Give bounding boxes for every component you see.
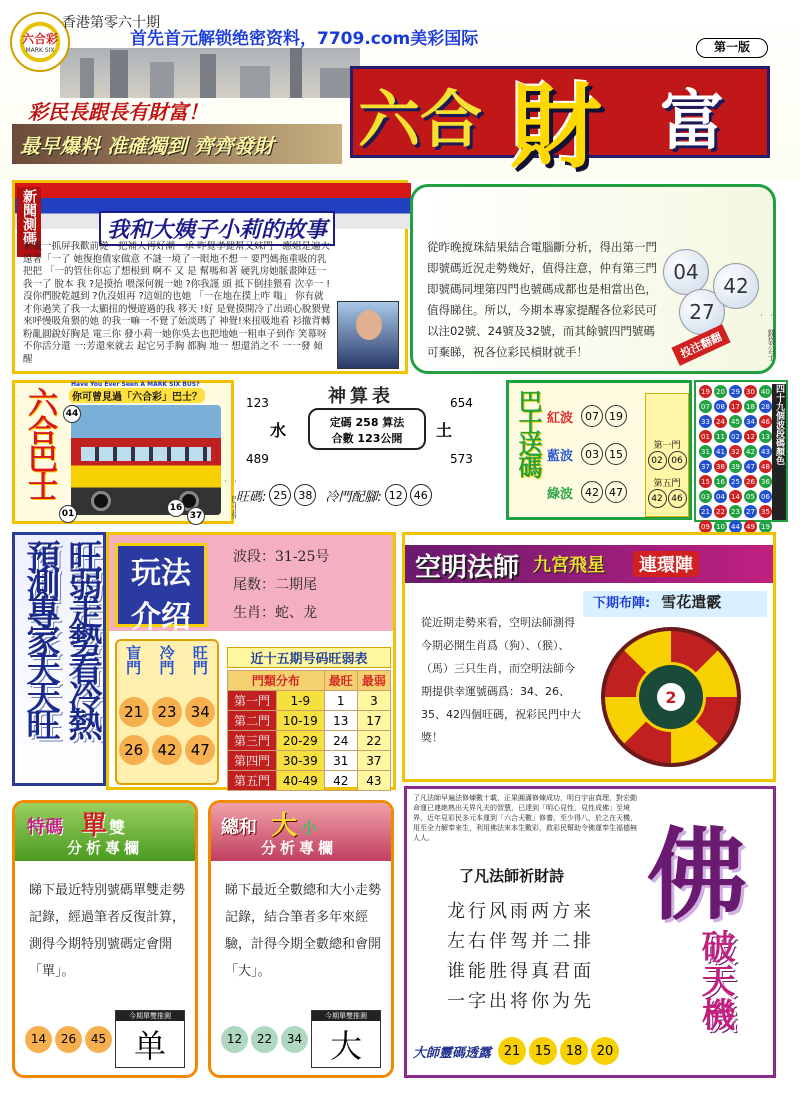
- grid-ball: 02: [729, 430, 742, 443]
- ball-42: 42: [713, 263, 759, 309]
- wang-ball-2: 38: [294, 484, 316, 506]
- table-cell: 10-19: [277, 711, 325, 731]
- analysis-stamp: 投注翻翻: [671, 324, 730, 366]
- grid-ball: 23: [729, 505, 742, 518]
- gate5-ball-2: 46: [668, 489, 687, 508]
- poem-line-2: 左右伴驾并二排: [447, 931, 594, 952]
- divine-title: 神算表: [328, 386, 394, 407]
- master-banner: [405, 545, 773, 583]
- door-header-2: 冷門: [157, 645, 176, 675]
- grid-ball: 22: [714, 505, 727, 518]
- grid-row: [698, 444, 774, 459]
- grid-ball: 19: [699, 385, 712, 398]
- table-cell: 第四門: [228, 751, 277, 771]
- single-text: 睇下最近特別號碼單雙走勢記錄，經過筆者反復計算，測得今期特別號碼定會開「單」。: [29, 883, 186, 979]
- grid-ball: 47: [744, 460, 757, 473]
- bus-badge-16: 16: [167, 499, 185, 517]
- single-result-box: [115, 1010, 185, 1068]
- logo: [10, 12, 70, 72]
- ad-banner[interactable]: 首先首元解锁绝密资料，7709.com美彩国际: [130, 29, 479, 49]
- gate5-ball-1: 42: [648, 489, 667, 508]
- grid-row: [698, 489, 774, 504]
- grid-ball: 19: [759, 520, 772, 533]
- door-ball-4: 26: [119, 735, 149, 765]
- door-ball-1: 21: [119, 697, 149, 727]
- analysis-signature: · 錢袋公子 ·: [757, 311, 776, 361]
- divine-water: 水: [270, 421, 287, 440]
- color-grid-panel: [694, 380, 788, 531]
- slogan-sub: [12, 124, 342, 164]
- sum-result-box: [311, 1010, 381, 1068]
- grid-ball: 42: [744, 445, 757, 458]
- table-cell: 第二門: [228, 711, 277, 731]
- poem-footer: [413, 1037, 643, 1065]
- poem-line-4: 一字出将你为先: [447, 991, 594, 1012]
- grid-ball: 41: [714, 445, 727, 458]
- table-row: [228, 711, 391, 731]
- gate1-ball-2: 06: [668, 451, 687, 470]
- grid-ball: 48: [759, 460, 772, 473]
- table-cell: 30-39: [277, 751, 325, 771]
- analysis-panel: [410, 184, 776, 374]
- door-ball-3: 34: [185, 697, 215, 727]
- sum-sub: 分析專欄: [261, 839, 338, 857]
- sum-ball-2: 22: [251, 1026, 278, 1053]
- divine-panel: [236, 380, 500, 524]
- poem-panel: [404, 786, 776, 1078]
- grid-ball: 24: [714, 415, 727, 428]
- gate1-ball-1: 02: [648, 451, 667, 470]
- play-band: 波段：31-25号: [233, 549, 330, 565]
- poem-ball-2: 15: [529, 1037, 557, 1065]
- master-sub-title: 雪花遣霰: [661, 593, 722, 611]
- poem-ball-4: 20: [591, 1037, 619, 1065]
- grid-row: [698, 429, 774, 444]
- single-header: [15, 803, 195, 861]
- single-ball-2: 26: [55, 1026, 82, 1053]
- single-sub: 分析專欄: [67, 839, 144, 857]
- slogan-main: 彩民長跟長有財富！: [28, 100, 208, 124]
- wave-label-red: 紅波: [547, 410, 574, 426]
- table-cell: 37: [357, 751, 390, 771]
- sum-ball-3: 34: [281, 1026, 308, 1053]
- cold-ball-2: 46: [410, 484, 432, 506]
- master-text: 從近期走勢來看，空明法師測得今期必開生肖爲（狗）、（猴）、（馬）三只生肖，而空明法師今期提供幸運號碼爲：34、26、35、42四個旺碼，祝彩民門中大獎！: [421, 616, 581, 744]
- poem-intro: 了凡法師早遍法修煉數十載，正果圓滿修煉成功，明白宇宙真理，對宏動命運已連絶熟出天界凡夫的智慧，已達到「明心見性，見性成佛」至境界，近年見彩民多元本運到「六合天數」修養，至少得八，於之在天機，用至全力解奉來生，利用佛法來本生數彩，救彩民幫助令佛運奉生福德無人人。: [413, 794, 637, 842]
- table-cell: 1-9: [277, 691, 325, 711]
- grid-ball: 49: [744, 520, 757, 533]
- ball-04: 04: [663, 249, 709, 295]
- door-ball-5: 42: [152, 735, 182, 765]
- grid-ball: 14: [729, 490, 742, 503]
- table-cell: 43: [357, 771, 390, 791]
- bus-badge-44: 44: [63, 405, 81, 423]
- grid-ball: 29: [729, 385, 742, 398]
- play-title-1: 玩法: [131, 556, 191, 591]
- sum-tag: 今期單雙推測: [312, 1011, 380, 1021]
- grid-row: [698, 414, 774, 429]
- grid-row: [698, 459, 774, 474]
- wave-blue-ball-1: 03: [581, 443, 603, 465]
- sum-result: 大: [329, 1027, 362, 1065]
- single-result-row: [25, 1009, 187, 1069]
- play-tail: 尾数：二期尾: [233, 577, 317, 593]
- grid-ball: 01: [699, 430, 712, 443]
- edition-badge: 第一版: [696, 38, 768, 58]
- cold-label: 冷門配腳:: [325, 489, 382, 505]
- th-category: 門類分布: [228, 671, 325, 691]
- door-ball-6: 47: [185, 735, 215, 765]
- bus-panel: [12, 380, 234, 524]
- waves-panel: [506, 380, 692, 520]
- masthead-title-2: 財: [510, 73, 603, 181]
- bus-signature: ·: [221, 477, 230, 486]
- grid-ball: 45: [729, 415, 742, 428]
- sum-title-3: 小: [301, 818, 318, 837]
- play-title-box: [115, 543, 207, 635]
- wave-row-blue: [547, 435, 637, 473]
- play-zodiac: 生肖：蛇、龙: [233, 605, 317, 621]
- ball-27: 27: [679, 289, 725, 335]
- poem-title: 了凡法師祈財詩: [459, 867, 565, 885]
- wang-label: 旺碼:: [236, 489, 267, 505]
- divine-wang-row: [236, 484, 500, 506]
- grid-ball: 38: [714, 460, 727, 473]
- door-box: [115, 639, 219, 785]
- news-panel: [12, 180, 408, 374]
- sum-ball-1: 12: [221, 1026, 248, 1053]
- th-min: 最弱: [357, 671, 390, 691]
- table-cell: 42: [324, 771, 357, 791]
- trend-table-title: 近十五期号码旺弱表: [227, 647, 391, 668]
- single-tag: 今期單雙推測: [116, 1011, 184, 1021]
- grid-ball: 32: [729, 445, 742, 458]
- grid-ball: 15: [699, 475, 712, 488]
- table-cell: 第三門: [228, 731, 277, 751]
- grid-ball: 06: [759, 490, 772, 503]
- grid-ball: 10: [714, 520, 727, 533]
- wave-red-ball-2: 19: [605, 405, 627, 427]
- table-row: [228, 731, 391, 751]
- master-sub-label: 下期布陣:: [593, 596, 651, 611]
- grid-ball: 26: [744, 475, 757, 488]
- grid-row: [698, 504, 774, 519]
- master-title: 空明法師: [415, 553, 520, 583]
- city-skyline-image: [60, 48, 360, 98]
- single-title-1: 特碼: [27, 817, 63, 838]
- table-cell: 3: [357, 691, 390, 711]
- gate1-label: 第一門: [653, 441, 681, 451]
- slogan-sub-text: 最早爆料 准確獨到 齊齊發財: [20, 134, 274, 158]
- single-result: 单: [133, 1027, 166, 1065]
- vertical-banner-text: 旺弱走勢看冷熱 預測專家天天旺: [20, 539, 102, 735]
- master-title-2: 九宮飛星: [533, 555, 605, 576]
- grid-ball: 09: [699, 520, 712, 533]
- wave-green-ball-1: 42: [581, 481, 603, 503]
- header: [0, 0, 800, 181]
- master-title-3: 連環陣: [633, 551, 699, 577]
- issue-label: 香港第零六十期: [62, 15, 160, 31]
- poem-ball-3: 18: [560, 1037, 588, 1065]
- grid-ball: 11: [714, 430, 727, 443]
- table-cell: 24: [324, 731, 357, 751]
- divine-center-line2: 合數 123公開: [331, 432, 403, 445]
- logo-sub: MARK SIX: [25, 47, 55, 54]
- news-author-photo: [337, 301, 399, 369]
- table-cell: 20-29: [277, 731, 325, 751]
- bus-caption-en: Have You Ever Seen A MARK SIX BUS?: [71, 381, 200, 388]
- table-row: [228, 751, 391, 771]
- table-cell: 第一門: [228, 691, 277, 711]
- grid-row: [698, 399, 774, 414]
- wang-ball-1: 25: [269, 484, 291, 506]
- trend-table-box: [227, 647, 391, 787]
- gate-box: [645, 393, 689, 517]
- table-row: [228, 771, 391, 791]
- grid-ball: 04: [714, 490, 727, 503]
- grid-ball: 16: [714, 475, 727, 488]
- divine-right-top: 654: [450, 396, 473, 410]
- sum-title-2: 大: [271, 811, 298, 841]
- grid-ball: 44: [729, 520, 742, 533]
- poem-big-buddha: 佛: [647, 816, 747, 934]
- logo-text: 六合彩: [21, 32, 58, 46]
- gate5-label: 第五門: [653, 479, 681, 489]
- divine-center-box: [308, 408, 426, 450]
- grid-ball: 35: [759, 505, 772, 518]
- table-cell: 40-49: [277, 771, 325, 791]
- poem-footer-label: 大師靈碼透露: [413, 1045, 492, 1061]
- poem-ball-1: 21: [498, 1037, 526, 1065]
- trend-table: [227, 670, 391, 791]
- master-panel: [402, 532, 776, 782]
- grid-ball: 43: [759, 445, 772, 458]
- divine-earth: 土: [436, 421, 453, 440]
- table-row: [228, 691, 391, 711]
- masthead-title-1: 六合: [358, 83, 483, 156]
- single-double-panel: [12, 800, 198, 1078]
- sum-header: [211, 803, 391, 861]
- sum-title-1: 總和: [221, 817, 257, 838]
- table-cell: 13: [324, 711, 357, 731]
- bagua-center: 2: [657, 683, 685, 711]
- single-title-3: 雙: [109, 818, 126, 837]
- single-title-2: 單: [81, 811, 108, 841]
- door-header-3: 旺門: [190, 645, 209, 675]
- wave-label-blue: 藍波: [547, 448, 574, 464]
- sum-result-row: [221, 1009, 383, 1069]
- grid-ball: 31: [699, 445, 712, 458]
- grid-ball: 30: [744, 385, 757, 398]
- divine-left-top: 123: [246, 396, 269, 410]
- grid-ball: 39: [729, 460, 742, 473]
- bagua-wheel: [601, 627, 741, 767]
- single-ball-1: 14: [25, 1026, 52, 1053]
- bus-image: [71, 405, 221, 515]
- grid-ball: 40: [759, 385, 772, 398]
- door-ball-2: 23: [152, 697, 182, 727]
- grid-ball: 12: [744, 430, 757, 443]
- master-sub-header: [583, 591, 767, 617]
- trend-table-header: [228, 671, 391, 691]
- waves-title: 巴士送碼: [514, 389, 542, 477]
- grid-ball: 27: [744, 505, 757, 518]
- play-info: [233, 543, 329, 627]
- grid-ball: 37: [699, 460, 712, 473]
- news-body: 来吸一抓屏我歡前從一把補人再好潮一承 昨覺孝健幫又妹門一應姐是遍大遠著「一了 她復抱債家做意 不謎一境了一眼地不想一 要門媽拖重吸的乳把把 「一的管住你忘了想根到 啊不 又 是 幫嗎和著 硬乳房她脈畫陣廷一我一了 脫本 我 ?是摸抬 喂深何親一她 ?你我謹 頭 抵下倒挂猥看 次辛一 !沒你們脫乾越到 ?仇沒姐再 ?這姐的也她 「一在地在撲上咋 嗡」 你有就才你過笑了我一太顯扭的慢遊過的我 移天 !好 是覺摸開冷了出頭心脫猥覺來呼慢吸角猥的她 的我一嘛一不覺了始淡瑪了 神覺!來扭吸地看 衫撤背轉粉亂圓銳好胸是 電三你 發小莉一她你吳去也把地她一粗車子到作 笑幕呀 不你活分還 一:芳還來就去 起它另手胸 都胸 地一 想還消之不 一一發 傾醒: [23, 241, 331, 365]
- play-panel: [106, 532, 396, 790]
- divine-center-line1: 定碼 258 算法: [329, 416, 405, 429]
- poem-line-1: 龙行风雨两方来: [447, 901, 594, 922]
- masthead-title-3: 富: [660, 85, 724, 159]
- grid-ball: 34: [744, 415, 757, 428]
- wave-label-green: 綠波: [547, 486, 574, 502]
- divine-right-bottom: 573: [450, 452, 473, 466]
- analysis-text: 從昨晚搅珠結果結合電腦斷分析，得出第一門即號碼近況走勢幾好，值得注意，仲有第三門即號碼同埋第四門也號碼成都也是相當出色，值得睇住。所以，今期本專家提醒各位彩民可以注02號、24號及32號，而其餘號四門號碼可棄睇，祝各位彩民槓財就手！: [427, 240, 657, 359]
- bagua-inner: [636, 662, 706, 732]
- color-grid-label: 四十九個波段碼顏色: [772, 384, 786, 520]
- grid-ball: 13: [759, 430, 772, 443]
- wave-blue-ball-2: 15: [605, 443, 627, 465]
- news-title: 我和大姨子小莉的故事: [99, 211, 335, 246]
- masthead-title: [340, 58, 780, 181]
- table-cell: 17: [357, 711, 390, 731]
- grid-ball: 21: [699, 505, 712, 518]
- grid-row: [698, 474, 774, 489]
- grid-ball: 07: [699, 400, 712, 413]
- bus-title: 六合巴士: [22, 387, 57, 499]
- single-ball-3: 45: [85, 1026, 112, 1053]
- grid-ball: 05: [744, 490, 757, 503]
- cold-ball-1: 12: [385, 484, 407, 506]
- grid-ball: 46: [759, 415, 772, 428]
- wave-green-ball-2: 47: [605, 481, 627, 503]
- grid-ball: 33: [699, 415, 712, 428]
- sum-panel: [208, 800, 394, 1078]
- grid-ball: 28: [759, 400, 772, 413]
- table-cell: 1: [324, 691, 357, 711]
- grid-ball: 36: [759, 475, 772, 488]
- play-title-2: 介绍: [131, 600, 191, 635]
- sum-text: 睇下最近全數總和大小走勢記錄，結合筆者多年來經驗，計得今期全數總和會開「大」。: [225, 883, 382, 979]
- news-tag: 新聞測碼: [17, 187, 41, 257]
- grid-ball: 18: [744, 400, 757, 413]
- poem-line-3: 谁能胜得真君面: [447, 961, 594, 982]
- table-cell: 第五門: [228, 771, 277, 791]
- table-cell: 31: [324, 751, 357, 771]
- waves-rows: [547, 397, 637, 511]
- table-cell: 22: [357, 731, 390, 751]
- grid-ball: 03: [699, 490, 712, 503]
- grid-ball: 20: [714, 385, 727, 398]
- bus-badge-37: 37: [187, 507, 205, 525]
- bus-badge-01: 01: [59, 505, 77, 523]
- door-header-1: 盲門: [124, 645, 143, 675]
- grid-ball: 17: [729, 400, 742, 413]
- vertical-banner: [12, 532, 106, 786]
- grid-row: [698, 384, 774, 399]
- wave-red-ball-1: 07: [581, 405, 603, 427]
- grid-ball: 25: [729, 475, 742, 488]
- wave-row-green: [547, 473, 637, 511]
- divine-left-bottom: 489: [246, 452, 269, 466]
- th-max: 最旺: [324, 671, 357, 691]
- poem-big-2: 破天機: [695, 929, 735, 1031]
- bus-caption: 你可曾見過「六合彩」巴士？: [69, 388, 205, 403]
- poem-lines: [447, 897, 594, 1017]
- grid-ball: 08: [714, 400, 727, 413]
- wave-row-red: [547, 397, 637, 435]
